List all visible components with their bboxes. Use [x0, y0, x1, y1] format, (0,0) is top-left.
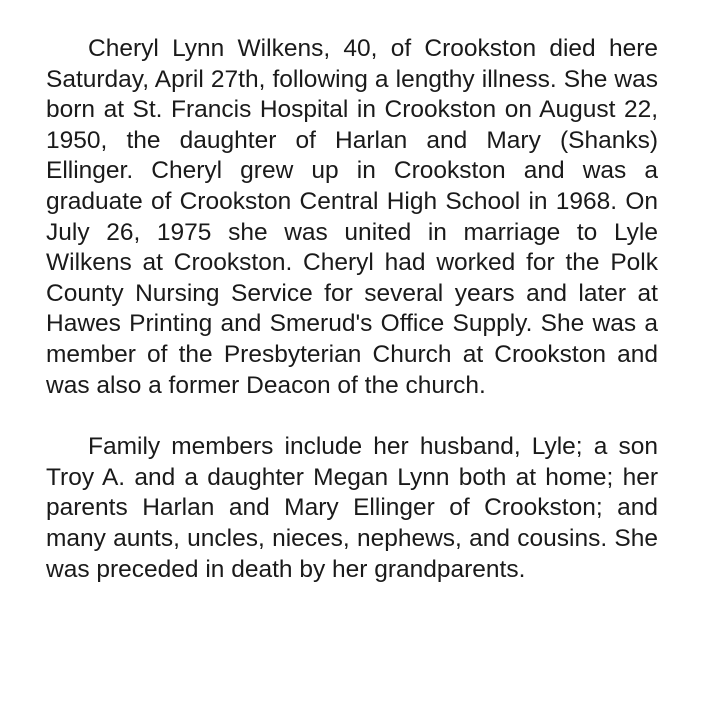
obituary-paragraph-family: Family members include her husband, Lyle; a son Troy A. and a daughter Megan Lynn both at home; her parents Harlan and Mary Ellinger of Crookston; and many aunts, uncles, nieces, nephews, and cousins. She was preceded in death by her grandparents.: [46, 433, 658, 583]
obituary-paragraph-biography: Cheryl Lynn Wilkens, 40, of Crookston died here Saturday, April 27th, following a lengthy illness. She was born at St. Francis Hospital in Crookston on August 22, 1950, the daughter of Harlan and Mary (Shanks) Ellinger. Cheryl grew up in Crookston and was a graduate of Crookston Central High School in 1968. On July 26, 1975 she was united in marriage to Lyle Wilkens at Crookston. Cheryl had worked for the Polk County Nursing Service for several years and later at Hawes Printing and Smerud's Office Supply. She was a member of the Presbyterian Church at Crookston and was also a former Deacon of the church.: [46, 35, 658, 399]
obituary-clipping: [46, 34, 658, 585]
